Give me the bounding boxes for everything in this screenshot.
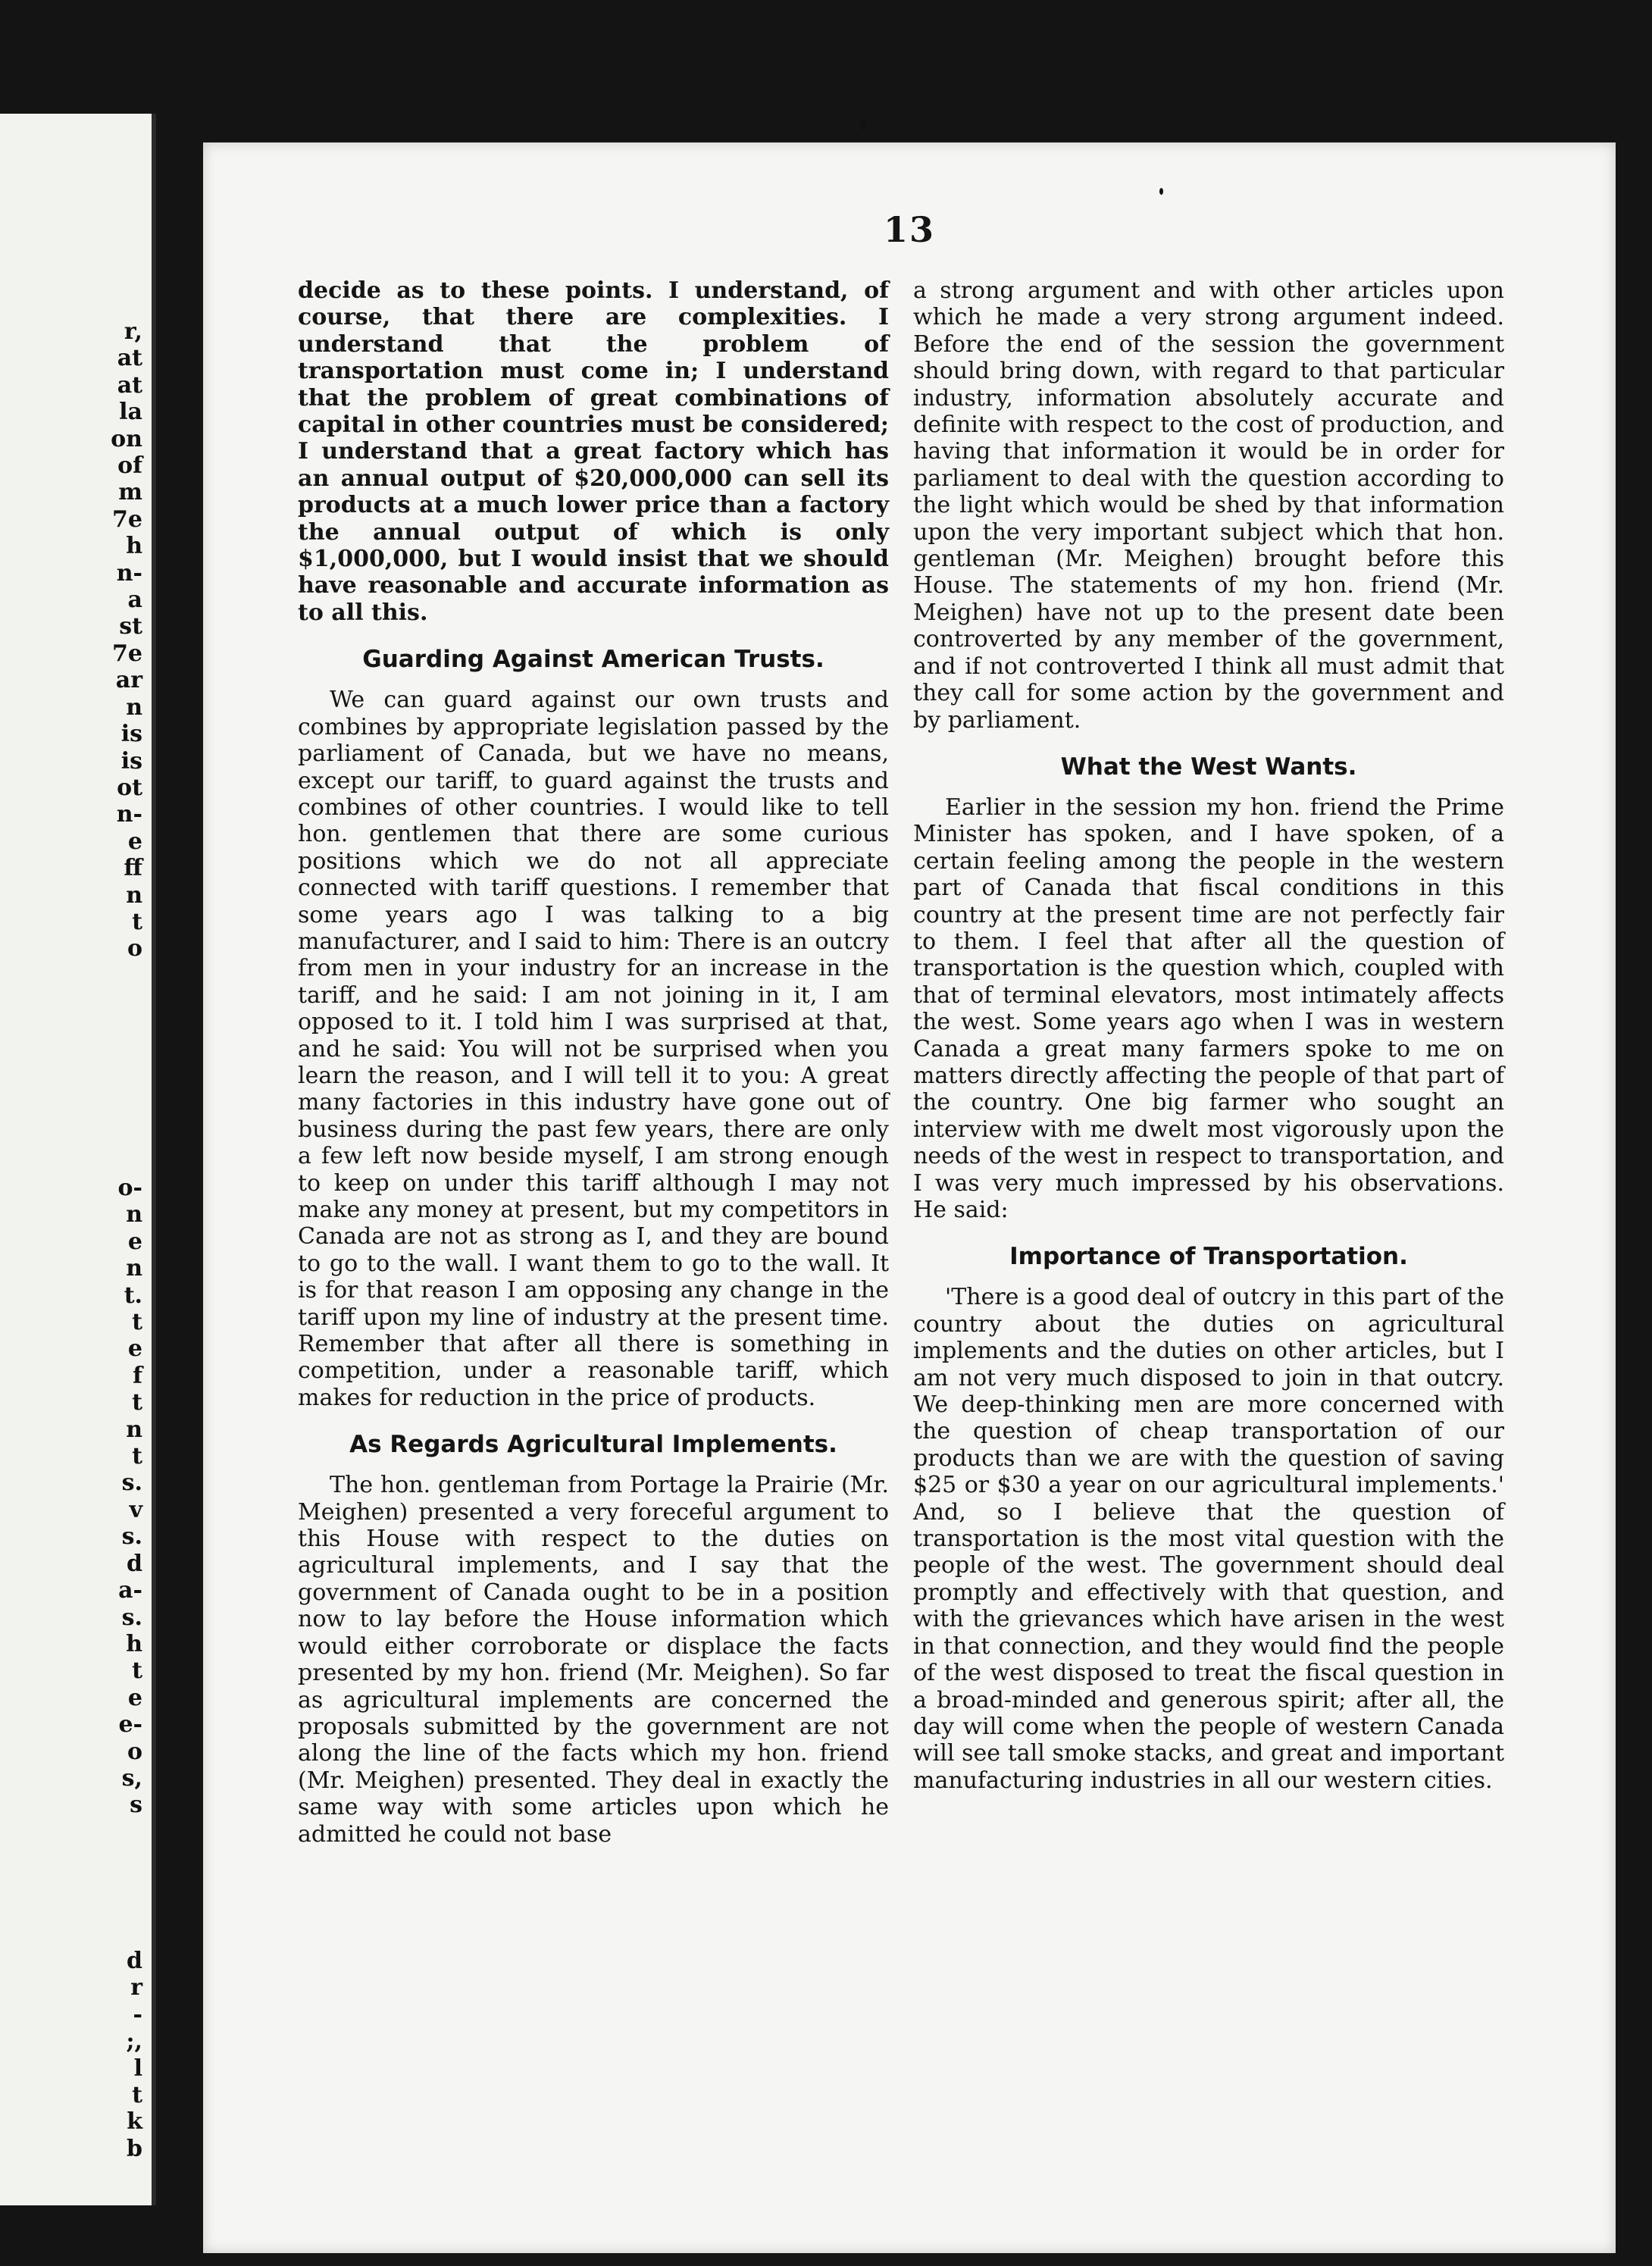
adjacent-page-fragment: n: [126, 1201, 142, 1228]
adjacent-page-fragment: n: [126, 693, 142, 721]
adjacent-page-fragment: v: [129, 1496, 142, 1523]
adjacent-page-fragment: n-: [116, 559, 142, 587]
right-column: [913, 277, 1504, 1794]
adjacent-page-fragment: n: [126, 881, 142, 909]
adjacent-page-fragment: t: [132, 1309, 142, 1336]
adjacent-page-fragment: r: [130, 1974, 142, 2002]
adjacent-page-fragment: d: [127, 1550, 142, 1577]
section-heading-implements: As Regards Agricultural Implements.: [349, 1431, 837, 1459]
section-heading-trusts: Guarding Against American Trusts.: [362, 646, 824, 674]
scan-speck: [860, 120, 866, 130]
adjacent-page-fragment: t: [132, 1389, 142, 1416]
adjacent-page-fragments-3: [126, 1948, 142, 2162]
adjacent-page-fragment: n: [126, 1255, 142, 1282]
adjacent-page-fragment: f: [133, 1362, 142, 1389]
adjacent-page-fragment: t: [132, 2082, 142, 2109]
adjacent-page-fragment: t: [132, 1443, 142, 1470]
section-heading-west: What the West Wants.: [1060, 753, 1357, 781]
adjacent-page-fragment: ;,: [126, 2028, 142, 2055]
adjacent-page-fragment: la: [119, 399, 142, 426]
adjacent-page-fragments-1: [111, 318, 142, 962]
adjacent-page-fragment: h: [126, 1630, 142, 1657]
adjacent-page-fragment: e: [127, 828, 142, 855]
adjacent-page-fragment: l: [133, 2055, 142, 2082]
adjacent-page-fragment: s.: [121, 1604, 142, 1631]
implements-paragraph: The hon. gentleman from Portage la Prairie (Mr. Meighen) presented a very foreceful argument to this House with respect to the duties on agricultural implements, and I say that the government of Canada ought to be in a position now to lay before the House information which would either corroborate or displace the facts presented by my hon. friend (Mr. Meighen). So far as agricultural implements are concerned the proposals submitted by the government are not along the line of the facts which my hon. friend (Mr. Meighen) presented. They deal in exactly the same way with some articles upon which he admitted he could not base: [298, 1472, 889, 1848]
west-paragraph: Earlier in the session my hon. friend the Prime Minister has spoken, and I have spoken, of a certain feeling among the people in the western part of Canada that fiscal conditions in this country at the present time are not perfectly fair to them. I feel that after all the question of transportation is the question which, coupled with that of terminal elevators, most intimately affects the west. Some years ago when I was in western Canada a great many farmers spoke to me on matters directly affecting the people of that part of the country. One big farmer who sought an interview with me dwelt most vigorously upon the needs of the west in respect to transportation, and I was very much impressed by his observations. He said:: [913, 793, 1504, 1223]
adjacent-page-fragment: on: [111, 425, 142, 452]
adjacent-page-fragment: s.: [121, 1523, 142, 1551]
adjacent-page-fragment: s,: [121, 1764, 142, 1792]
adjacent-page-fragment: k: [127, 2108, 142, 2136]
left-column: [298, 277, 889, 1848]
adjacent-page-fragment: o: [127, 935, 142, 962]
adjacent-page-fragments-2: [118, 1175, 142, 1819]
trusts-paragraph: We can guard against our own trusts and combines by appropriate legislation passed by the parliament of Canada, but we have no means, except our tariff, to guard against the trusts and combines of other countries. I would like to tell hon. gentlemen that there are some curious positions which we do not all appreciate connected with tariff questions. I remember that some years ago I was talking to a big manufacturer, and I said to him: There is an outcry from men in your industry for an increase in the tariff, and he said: I am not joining in it, I am opposed to it. I told him I was surprised at that, and he said: You will not be surprised when you learn the reason, and I will tell it to you: A great many factories in this industry have gone out of business during the past few years, there are only a few left now beside myself, I am strong enough to keep on under this tariff although I may not make any money at present, but my competitors in Canada are not as strong as I, and they are bound to go to the wall. I want them to go to the wall. It is for that reason I am opposing any change in the tariff upon my line of industry at the present time. Remember that after all there is something in competition, under a reasonable tariff, which makes for reduction in the price of products.: [298, 687, 889, 1411]
adjacent-page-fragment: of: [117, 452, 142, 480]
adjacent-page-strip: [0, 114, 156, 2205]
adjacent-page-fragment: at: [117, 371, 142, 399]
adjacent-page-fragment: e: [127, 1684, 142, 1711]
document-page: [203, 142, 1616, 2253]
adjacent-page-fragment: a-: [118, 1577, 142, 1604]
adjacent-page-fragment: 7e: [112, 640, 142, 667]
adjacent-page-fragment: n: [126, 1416, 142, 1443]
adjacent-page-fragment: n-: [116, 801, 142, 828]
adjacent-page-fragment: e-: [118, 1711, 142, 1739]
adjacent-page-fragment: is: [120, 721, 142, 748]
continuation-paragraph: a strong argument and with other articles upon which he made a very strong argument indeed. Before the end of the session the government should bring down, with regard to that particular industry, information absolutely accurate and definite with respect to the cost of production, and having that information it would be in order for parliament to deal with the question according to the light which would be shed by that information upon the very important subject which that hon. gentleman (Mr. Meighen) brought before this House. The statements of my hon. friend (Mr. Meighen) have not up to the present date been controverted by any member of the government, and if not controverted I think all must admit that they call for some action by the government and by parliament.: [913, 277, 1504, 734]
adjacent-page-fragment: ot: [117, 774, 142, 801]
adjacent-page-fragment: e: [127, 1335, 142, 1363]
adjacent-page-fragment: a: [127, 587, 142, 614]
adjacent-page-fragment: s: [130, 1792, 142, 1819]
adjacent-page-fragment: at: [117, 345, 142, 372]
adjacent-page-fragment: 7e: [112, 505, 142, 533]
adjacent-page-fragment: e: [127, 1228, 142, 1255]
adjacent-page-fragment: s.: [121, 1469, 142, 1497]
adjacent-page-fragment: t: [132, 1657, 142, 1685]
opening-paragraph: decide as to these points. I understand, of course, that there are complexities. I understand that the problem of transportation must come in; I understand that the problem of great combinations of capital in other countries must be considered; I understand that a great factory which has an annual output of $20,000,000 can sell its products at a much lower price than a factory the annual output of which is only $1,000,000, but I would insist that we should have reasonable and accurate information as to all this.: [298, 277, 889, 626]
page-number: 13: [883, 209, 935, 250]
adjacent-page-fragment: st: [119, 613, 142, 640]
adjacent-page-fragment: t: [132, 908, 142, 935]
adjacent-page-fragment: ar: [115, 667, 142, 694]
adjacent-page-fragment: h: [126, 533, 142, 560]
adjacent-page-fragment: o-: [117, 1175, 142, 1201]
adjacent-page-fragment: -: [133, 2001, 142, 2028]
scan-speck: [1159, 188, 1163, 195]
adjacent-page-fragment: d: [127, 1948, 142, 1974]
section-heading-transportation: Importance of Transportation.: [1009, 1243, 1408, 1271]
adjacent-page-fragment: r,: [124, 318, 142, 345]
adjacent-page-fragment: b: [127, 2135, 142, 2162]
adjacent-page-fragment: o: [127, 1738, 142, 1765]
transportation-paragraph: 'There is a good deal of outcry in this part of the country about the duties on agricultural implements and the duties on other articles, but I am not very much disposed to join in that outcry. We deep-thinking men are more concerned with the question of cheap transportation of our products than we are with the question of saving $25 or $30 a year on our agricultural implements.' And, so I believe that the question of transportation is the most vital question with the people of the west. The government should deal promptly and effectively with that question, and with the grievances which have arisen in the west in that connection, and they would find the people of the west disposed to treat the fiscal question in a broad-minded and generous spirit; after all, the day will come when the people of western Canada will see tall smoke stacks, and great and important manufacturing industries in all our western cities.: [913, 1284, 1504, 1794]
adjacent-page-fragment: is: [120, 747, 142, 775]
adjacent-page-fragment: m: [118, 479, 142, 506]
adjacent-page-fragment: ff: [124, 855, 142, 882]
adjacent-page-fragment: t.: [124, 1282, 142, 1309]
